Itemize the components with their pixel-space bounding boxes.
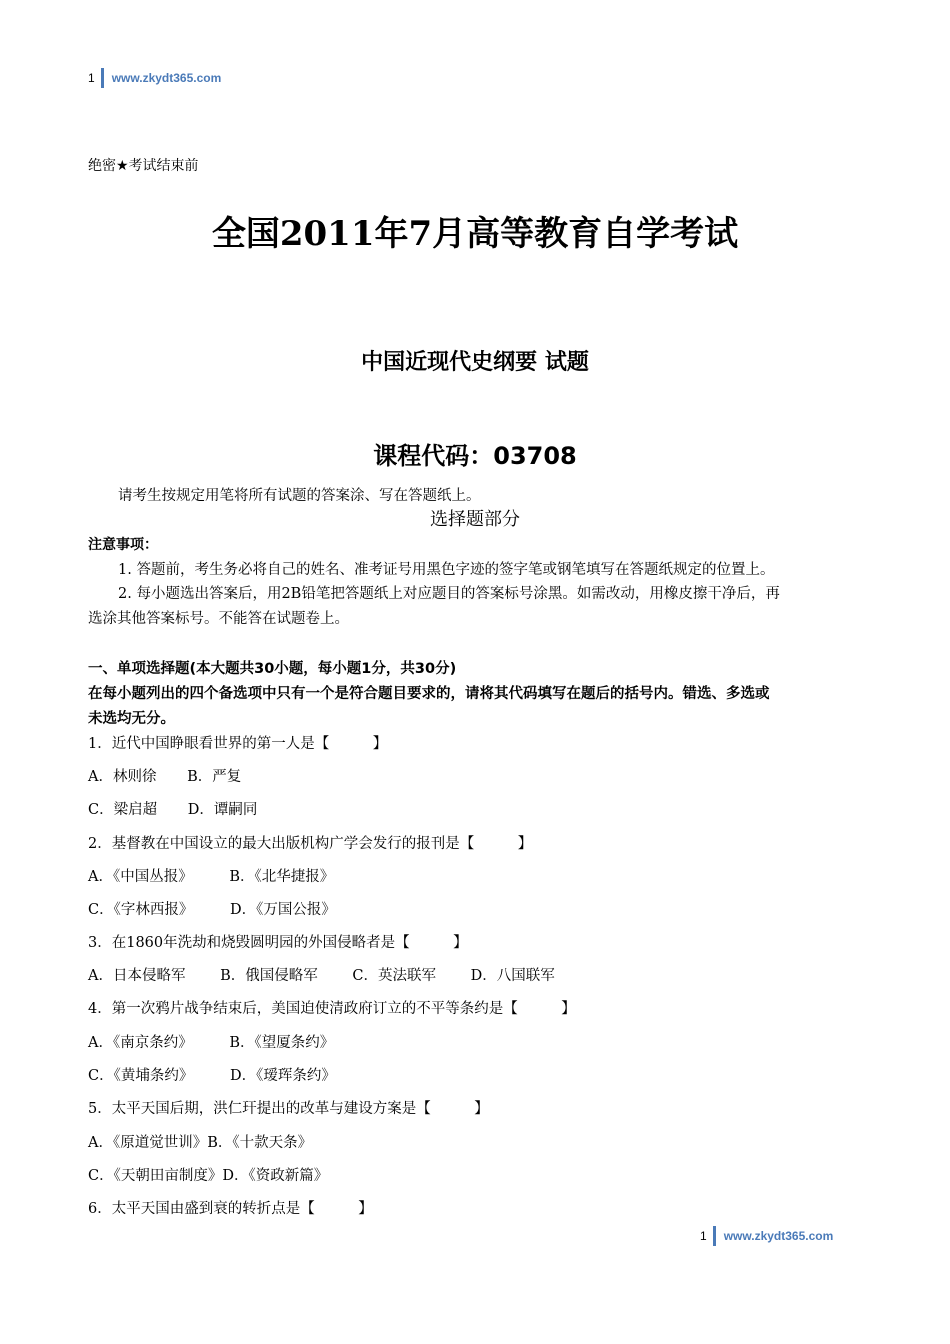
option-a: A．《原道觉世训》 <box>88 1135 208 1151</box>
notes-item-2-cont: 选涂其他答案标号。不能答在试题卷上。 <box>88 611 349 627</box>
instruction-text: 请考生按规定用笔将所有试题的答案涂、写在答题纸上。 <box>118 488 481 504</box>
page-footer <box>700 1226 833 1246</box>
footer-page-number: 1 <box>700 1229 707 1243</box>
option-c: C．《字林西报》 <box>88 902 194 918</box>
question-4-options-cd <box>88 1064 336 1085</box>
option-c: C．梁启超 <box>88 802 158 818</box>
header-divider <box>101 68 104 88</box>
question-1-options-ab <box>88 765 241 786</box>
question-5: 5．太平天国后期，洪仁玕提出的改革与建设方案是【 】 <box>88 1101 489 1117</box>
option-c: C．《黄埔条约》 <box>88 1068 194 1084</box>
page-title: 全国2011年7月高等教育自学考试 <box>211 214 739 254</box>
question-1-options-cd <box>88 798 257 819</box>
option-b: B．严复 <box>187 769 242 785</box>
option-d: D．《瑷珲条约》 <box>229 1068 336 1084</box>
part1-description-cont: 未选均无分。 <box>88 711 175 727</box>
header-page-number: 1 <box>88 71 95 85</box>
course-code: 课程代码：03708 <box>373 442 577 470</box>
notes-item-2: 2. 每小题选出答案后，用2B铅笔把答题纸上对应题目的答案标号涂黑。如需改动，用橡皮擦干净后，再 <box>118 586 780 602</box>
notes-item-1: 1. 答题前，考生务必将自己的姓名、准考证号用黑色字迹的签字笔或钢笔填写在答题纸规定的位置上。 <box>118 562 775 578</box>
question-6: 6．太平天国由盛到衰的转折点是【 】 <box>88 1201 373 1217</box>
option-d: D．谭嗣同 <box>187 802 258 818</box>
notes-heading: 注意事项： <box>88 537 158 553</box>
question-4: 4．第一次鸦片战争结束后，美国迫使清政府订立的不平等条约是【 】 <box>88 1001 576 1017</box>
option-a: A．《南京条约》 <box>88 1035 193 1051</box>
header-url[interactable]: www.zkydt365.com <box>111 71 222 85</box>
question-5-options-cd <box>88 1164 328 1185</box>
option-d: D．《万国公报》 <box>229 902 336 918</box>
question-1: 1．近代中国睁眼看世界的第一人是【 】 <box>88 736 388 752</box>
option-d: D．八国联军 <box>470 968 555 984</box>
question-3-options <box>88 964 555 985</box>
question-5-options-ab <box>88 1131 312 1152</box>
option-b: B．《北华捷报》 <box>229 869 335 885</box>
part1-heading: 一、单项选择题(本大题共30小题，每小题1分，共30分) <box>88 661 457 677</box>
section-title: 选择题部分 <box>430 509 520 530</box>
footer-divider <box>713 1226 716 1246</box>
page-header <box>88 68 221 88</box>
confidential-label: 绝密★考试结束前 <box>88 158 199 174</box>
question-2: 2．基督教在中国设立的最大出版机构广学会发行的报刊是【 】 <box>88 836 533 852</box>
question-3: 3．在1860年洗劫和烧毁圆明园的外国侵略者是【 】 <box>88 935 468 951</box>
question-2-options-cd <box>88 898 336 919</box>
option-b: B．《十款天条》 <box>207 1135 313 1151</box>
footer-url[interactable]: www.zkydt365.com <box>723 1229 834 1243</box>
option-a: A．《中国丛报》 <box>88 869 193 885</box>
option-a: A．日本侵略军 <box>88 968 186 984</box>
option-b: B．俄国侵略军 <box>220 968 318 984</box>
option-a: A．林则徐 <box>88 769 157 785</box>
subject-title: 中国近现代史纲要 试题 <box>361 350 589 375</box>
option-c: C．《天朝田亩制度》 <box>88 1168 223 1184</box>
question-4-options-ab <box>88 1031 334 1052</box>
option-b: B．《望厦条约》 <box>229 1035 335 1051</box>
option-c: C．英法联军 <box>352 968 436 984</box>
option-d: D．《资政新篇》 <box>222 1168 329 1184</box>
question-2-options-ab <box>88 865 334 886</box>
part1-description: 在每小题列出的四个备选项中只有一个是符合题目要求的，请将其代码填写在题后的括号内。错选、多选或 <box>88 686 770 702</box>
